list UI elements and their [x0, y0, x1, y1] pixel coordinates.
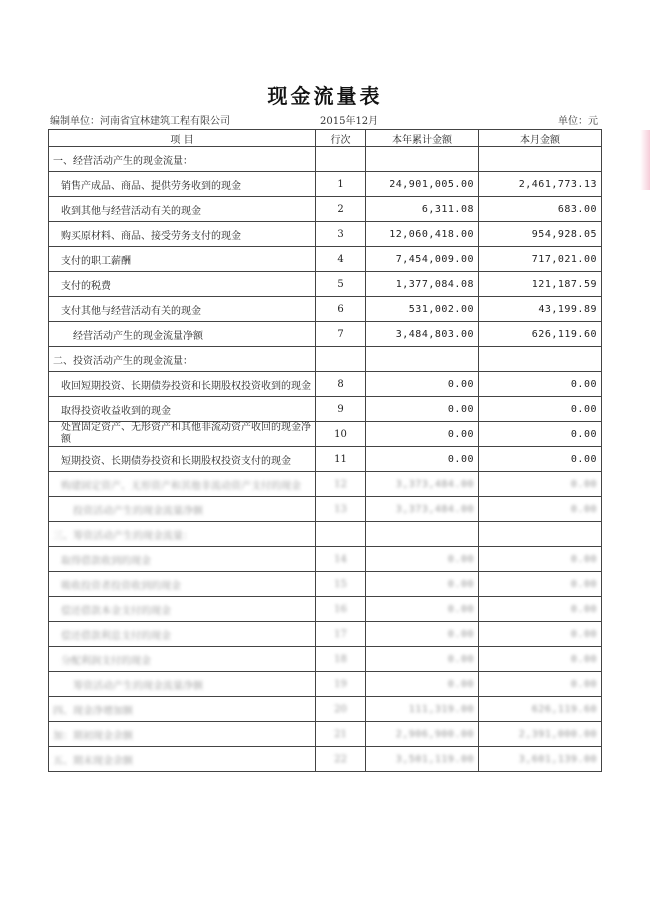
- table-row: [49, 222, 602, 247]
- row-item: 吸收投资者投资收到的现金: [49, 572, 316, 597]
- row-line-number: [316, 347, 366, 372]
- row-cumulative-amount: [366, 522, 479, 547]
- row-line-number: 20: [316, 697, 366, 722]
- row-cumulative-amount: 111,319.00: [366, 697, 479, 722]
- row-line-number: 6: [316, 297, 366, 322]
- row-item: 短期投资、长期债券投资和长期股权投资支付的现金: [49, 447, 316, 472]
- row-month-amount: 0.00: [479, 597, 602, 622]
- row-item: 偿还借款利息支付的现金: [49, 622, 316, 647]
- row-cumulative-amount: 3,484,803.00: [366, 322, 479, 347]
- row-cumulative-amount: 0.00: [366, 572, 479, 597]
- row-cumulative-amount: 3,373,484.00: [366, 472, 479, 497]
- row-item: 购建固定资产、无形资产和其他非流动资产支付的现金: [49, 472, 316, 497]
- row-line-number: 17: [316, 622, 366, 647]
- row-line-number: 9: [316, 397, 366, 422]
- row-month-amount: 2,391,000.00: [479, 722, 602, 747]
- row-item: 二、投资活动产生的现金流量：: [49, 347, 316, 372]
- row-item: 三、筹资活动产生的现金流量：: [49, 522, 316, 547]
- row-item: 四、现金净增加额: [49, 697, 316, 722]
- row-month-amount: 683.00: [479, 197, 602, 222]
- row-cumulative-amount: 6,311.08: [366, 197, 479, 222]
- header-item: 项 目: [49, 130, 316, 147]
- row-item: 支付的职工薪酬: [49, 247, 316, 272]
- row-month-amount: [479, 347, 602, 372]
- row-cumulative-amount: [366, 347, 479, 372]
- row-item: 投资活动产生的现金流量净额: [49, 497, 316, 522]
- header-line: 行次: [316, 130, 366, 147]
- row-month-amount: 121,187.59: [479, 272, 602, 297]
- row-cumulative-amount: 0.00: [366, 597, 479, 622]
- row-cumulative-amount: 24,901,005.00: [366, 172, 479, 197]
- report-period: 2015年12月: [320, 116, 379, 127]
- table-row: [49, 722, 602, 747]
- row-line-number: 8: [316, 372, 366, 397]
- table-row: [49, 697, 602, 722]
- row-cumulative-amount: 0.00: [366, 647, 479, 672]
- row-item: 加：期初现金余额: [49, 722, 316, 747]
- row-month-amount: 3,601,139.00: [479, 747, 602, 772]
- row-item: 偿还借款本金支付的现金: [49, 597, 316, 622]
- row-item: 一、经营活动产生的现金流量：: [49, 147, 316, 172]
- row-item: 支付的税费: [49, 272, 316, 297]
- row-cumulative-amount: 0.00: [366, 422, 479, 447]
- table-row: [49, 497, 602, 522]
- row-line-number: 7: [316, 322, 366, 347]
- row-cumulative-amount: 0.00: [366, 672, 479, 697]
- table-row: [49, 247, 602, 272]
- table-row: [49, 397, 602, 422]
- row-item: 支付其他与经营活动有关的现金: [49, 297, 316, 322]
- row-cumulative-amount: 3,501,119.00: [366, 747, 479, 772]
- row-cumulative-amount: [366, 147, 479, 172]
- row-item: 五、期末现金余额: [49, 747, 316, 772]
- row-cumulative-amount: 0.00: [366, 372, 479, 397]
- row-month-amount: 0.00: [479, 397, 602, 422]
- row-line-number: 3: [316, 222, 366, 247]
- row-month-amount: 626,119.60: [479, 322, 602, 347]
- row-line-number: 14: [316, 547, 366, 572]
- row-month-amount: 0.00: [479, 422, 602, 447]
- row-cumulative-amount: 0.00: [366, 397, 479, 422]
- row-cumulative-amount: 7,454,009.00: [366, 247, 479, 272]
- row-line-number: 13: [316, 497, 366, 522]
- row-cumulative-amount: 0.00: [366, 622, 479, 647]
- table-row: [49, 447, 602, 472]
- row-item: 经营活动产生的现金流量净额: [49, 322, 316, 347]
- table-row: [49, 522, 602, 547]
- row-month-amount: 626,119.60: [479, 697, 602, 722]
- row-month-amount: 2,461,773.13: [479, 172, 602, 197]
- page-title: 现金流量表: [267, 84, 383, 108]
- row-month-amount: [479, 522, 602, 547]
- table-row: [49, 747, 602, 772]
- row-item: 取得借款收到的现金: [49, 547, 316, 572]
- row-month-amount: 0.00: [479, 447, 602, 472]
- row-line-number: [316, 147, 366, 172]
- row-item: 收到其他与经营活动有关的现金: [49, 197, 316, 222]
- table-row: [49, 572, 602, 597]
- table-row: [49, 272, 602, 297]
- row-item: 分配利润支付的现金: [49, 647, 316, 672]
- row-cumulative-amount: 3,373,484.00: [366, 497, 479, 522]
- table-row: [49, 647, 602, 672]
- row-line-number: 11: [316, 447, 366, 472]
- row-cumulative-amount: 1,377,084.08: [366, 272, 479, 297]
- table-header-row: [49, 130, 602, 147]
- row-month-amount: 954,928.05: [479, 222, 602, 247]
- table-row: [49, 197, 602, 222]
- row-month-amount: 0.00: [479, 647, 602, 672]
- row-line-number: 10: [316, 422, 366, 447]
- row-line-number: 21: [316, 722, 366, 747]
- row-item: 筹资活动产生的现金流量净额: [49, 672, 316, 697]
- row-month-amount: 0.00: [479, 672, 602, 697]
- row-month-amount: 43,199.89: [479, 297, 602, 322]
- row-month-amount: 0.00: [479, 472, 602, 497]
- preparer-label: 编制单位：: [50, 116, 100, 127]
- row-line-number: 22: [316, 747, 366, 772]
- table-row: [49, 297, 602, 322]
- row-item: 购买原材料、商品、接受劳务支付的现金: [49, 222, 316, 247]
- table-row: [49, 472, 602, 497]
- currency-unit: 单位：元: [558, 116, 598, 127]
- header-month: 本月金额: [479, 130, 602, 147]
- table-row: [49, 547, 602, 572]
- row-month-amount: 0.00: [479, 622, 602, 647]
- row-item: 销售产成品、商品、提供劳务收到的现金: [49, 172, 316, 197]
- row-line-number: 18: [316, 647, 366, 672]
- table-row: [49, 597, 602, 622]
- row-line-number: 12: [316, 472, 366, 497]
- row-month-amount: 0.00: [479, 497, 602, 522]
- table-row: [49, 147, 602, 172]
- row-cumulative-amount: 12,060,418.00: [366, 222, 479, 247]
- row-month-amount: 0.00: [479, 572, 602, 597]
- row-line-number: 2: [316, 197, 366, 222]
- table-row: [49, 622, 602, 647]
- table-row: [49, 322, 602, 347]
- row-month-amount: 0.00: [479, 547, 602, 572]
- table-body: [49, 147, 602, 772]
- company-name: 河南省宜林建筑工程有限公司: [100, 116, 230, 127]
- row-line-number: 16: [316, 597, 366, 622]
- row-item: 取得投资收益收到的现金: [49, 397, 316, 422]
- table-row: [49, 372, 602, 397]
- table-row: [49, 672, 602, 697]
- row-line-number: 1: [316, 172, 366, 197]
- row-line-number: 19: [316, 672, 366, 697]
- table-row: [49, 172, 602, 197]
- cash-flow-table: [48, 129, 602, 772]
- row-item: 收回短期投资、长期债券投资和长期股权投资收到的现金: [49, 372, 316, 397]
- row-line-number: 15: [316, 572, 366, 597]
- row-month-amount: 0.00: [479, 372, 602, 397]
- table-row: [49, 347, 602, 372]
- row-month-amount: [479, 147, 602, 172]
- row-cumulative-amount: 2,906,900.00: [366, 722, 479, 747]
- row-line-number: [316, 522, 366, 547]
- row-item: 处置固定资产、无形资产和其他非流动资产收回的现金净额: [49, 422, 316, 447]
- paper-stain: [640, 130, 650, 190]
- row-cumulative-amount: 0.00: [366, 547, 479, 572]
- row-cumulative-amount: 0.00: [366, 447, 479, 472]
- header-cumulative: 本年累计金额: [366, 130, 479, 147]
- row-cumulative-amount: 531,002.00: [366, 297, 479, 322]
- table-row: [49, 422, 602, 447]
- row-line-number: 4: [316, 247, 366, 272]
- preparer-info: [50, 112, 230, 127]
- row-month-amount: 717,021.00: [479, 247, 602, 272]
- row-line-number: 5: [316, 272, 366, 297]
